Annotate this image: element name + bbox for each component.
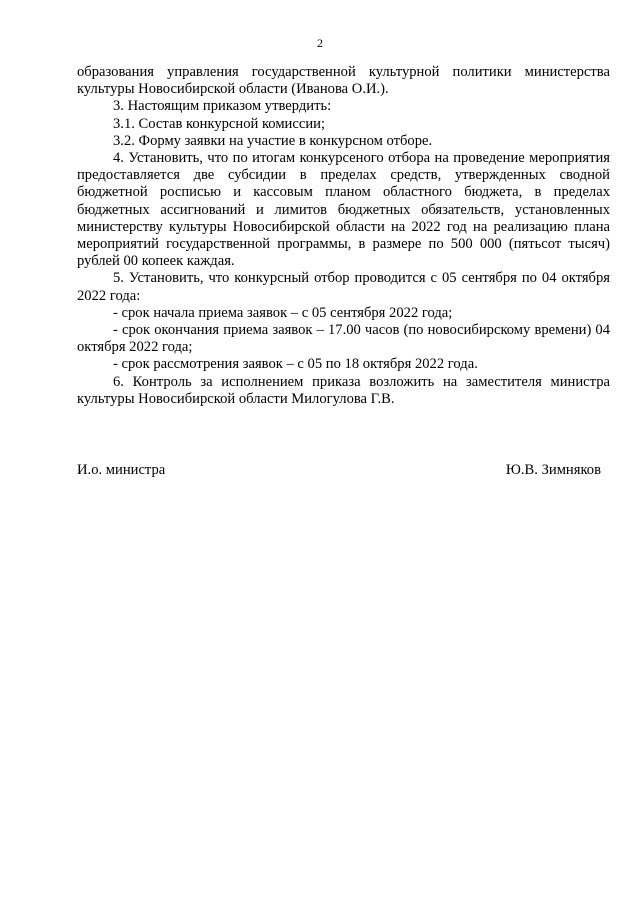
paragraph-9: - срок рассмотрения заявок – с 05 по 18 октября 2022 года. [113,356,478,373]
signatory-position: И.о. министра [77,462,166,478]
paragraph-4: 3.2. Форму заявки на участие в конкурсном отборе. [113,132,433,149]
signatory-name: Ю.В. Зимняков [505,462,601,478]
document-body [77,64,610,408]
paragraph-6: 5. Установить, что конкурсный отбор проводится с 05 сентября по 04 октября 2022 года: [77,270,610,304]
paragraph-8: - срок окончания приема заявок – 17.00 часов (по новосибирскому времени) 04 октября 2022 года; [77,322,610,356]
paragraph-5: 4. Установить, что по итогам конкурсеного отбора на проведение мероприятия предоставляется две субсидии в пределах средств, утвержденных сводной бюджетной росписью и кассовым планом областного бюджета, в пределах бюджетных ассигнований и лимитов бюджетных обязательств, установленных министерству культуры Новосибирской области на 2022 год на реализацию плана мероприятий государственной программы, в размере по 500 000 (пятьсот тысяч) рублей 00 копеек каждая. [77,150,610,270]
paragraph-3: 3.1. Состав конкурсной комиссии; [113,115,326,132]
paragraph-1: образования управления государственной культурной политики министерства культуры Новосибирской области (Иванова О.И.). [77,64,610,98]
signature-block [77,462,601,479]
paragraph-10: 6. Контроль за исполнением приказа возложить на заместителя министра культуры Новосибирской области Милогулова Г.В. [77,373,610,407]
page-number: 2 [317,36,323,50]
paragraph-7: - срок начала приема заявок – с 05 сентября 2022 года; [113,304,453,321]
paragraph-2: 3. Настоящим приказом утвердить: [113,98,332,115]
